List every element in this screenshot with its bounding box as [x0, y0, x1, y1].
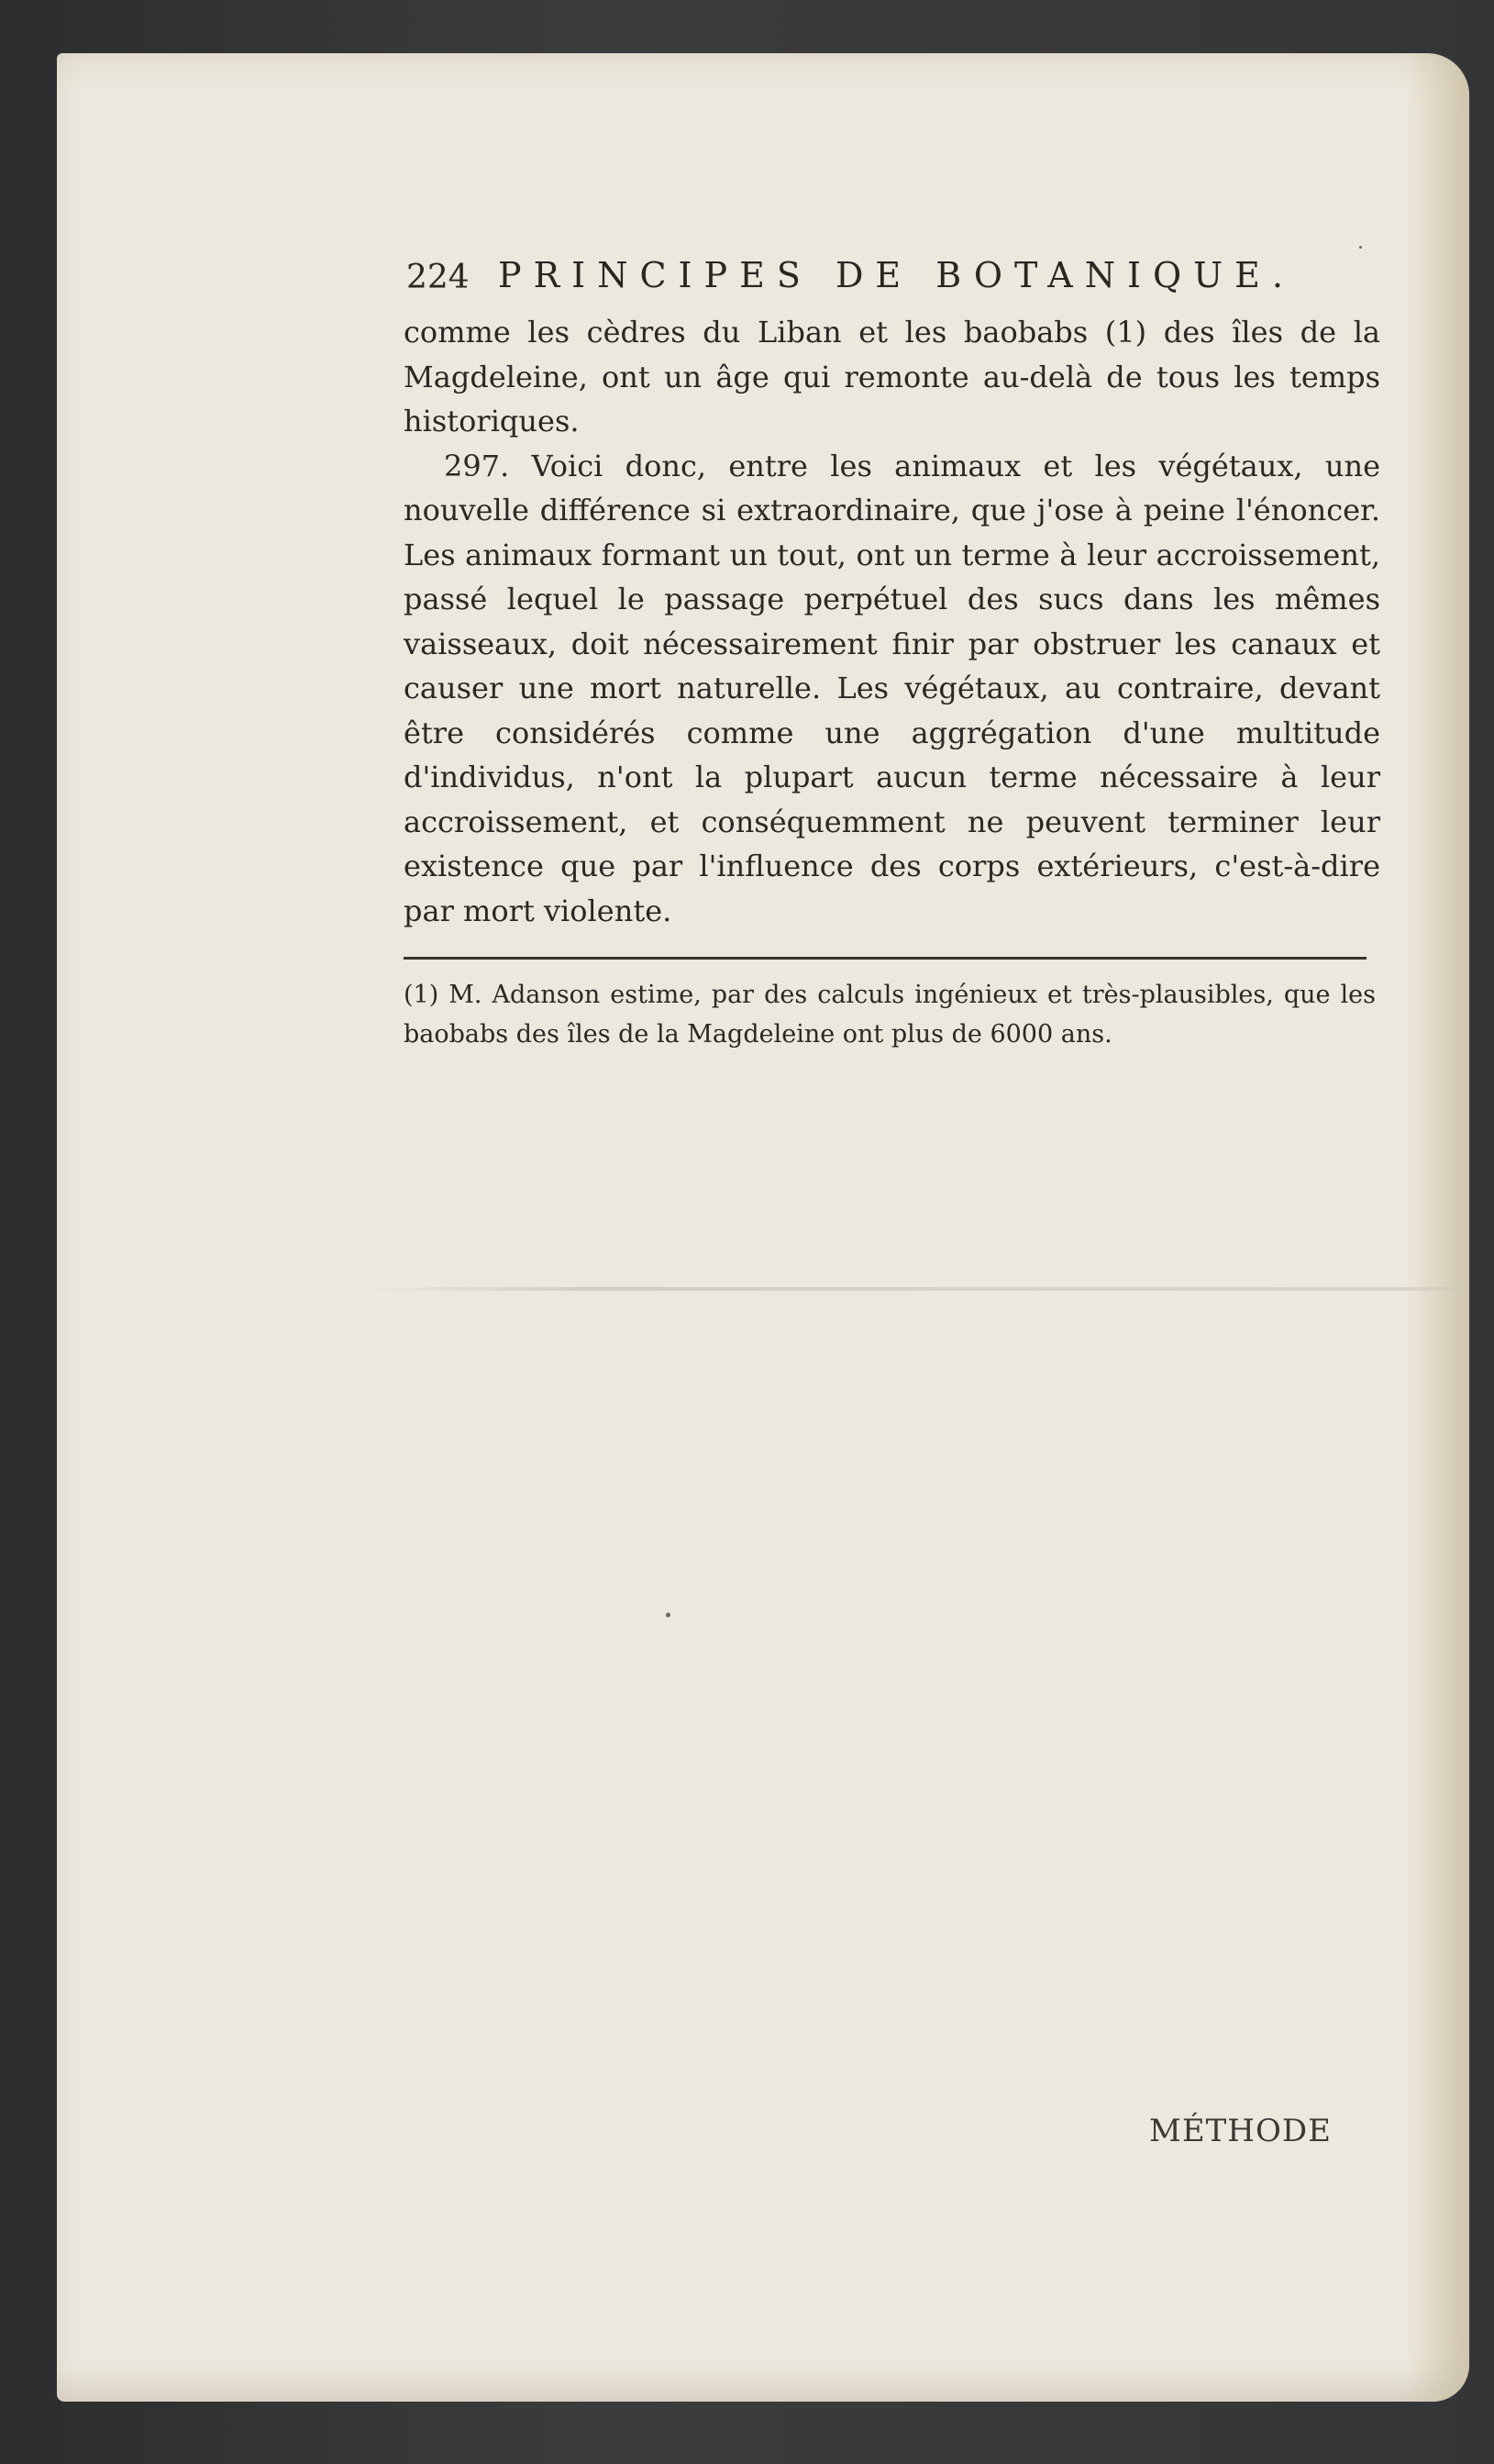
paper-fold-line: [360, 1287, 1469, 1291]
paragraph-297: 297. Voici donc, entre les animaux et les végétaux, une nouvelle différence si extraordinaire, que j'ose à peine l'énoncer. Les animaux formant un tout, ont un terme à leur accroissement, passé lequel le passage perpétuel des sucs dans les mêmes vaisseaux, doit nécessairement finir par obstruer les canaux et causer une mort naturelle. Les végétaux, au contraire, devant être considérés comme une aggrégation d'une multitude d'individus, n'ont la plupart aucun terme nécessaire à leur accroissement, et conséquemment ne peuvent terminer leur existence que par l'influence des corps extérieurs, c'est-à-dire par mort violente.: [404, 448, 1380, 928]
footnote: (1) M. Adanson estime, par des calculs ingénieux et très-plausibles, que les baobabs des îles de la Magdeleine ont plus de 6000 ans.: [404, 981, 1376, 1049]
paragraph: comme les cèdres du Liban et les baobabs (1) des îles de la Magdeleine, ont un âge qui remonte au-delà de tous les temps historiques.: [404, 315, 1380, 438]
catchword: MÉTHODE: [1149, 2113, 1332, 2149]
running-head: [406, 255, 1378, 301]
paper-speck: [1359, 246, 1362, 249]
page-number: 224: [406, 259, 470, 296]
body-text: [404, 310, 1380, 933]
footnote-rule: [404, 957, 1367, 960]
paper-speck: [666, 1613, 670, 1617]
running-title: PRINCIPES DE BOTANIQUE.: [498, 255, 1295, 295]
page-edge-shadow: [1405, 53, 1469, 2402]
